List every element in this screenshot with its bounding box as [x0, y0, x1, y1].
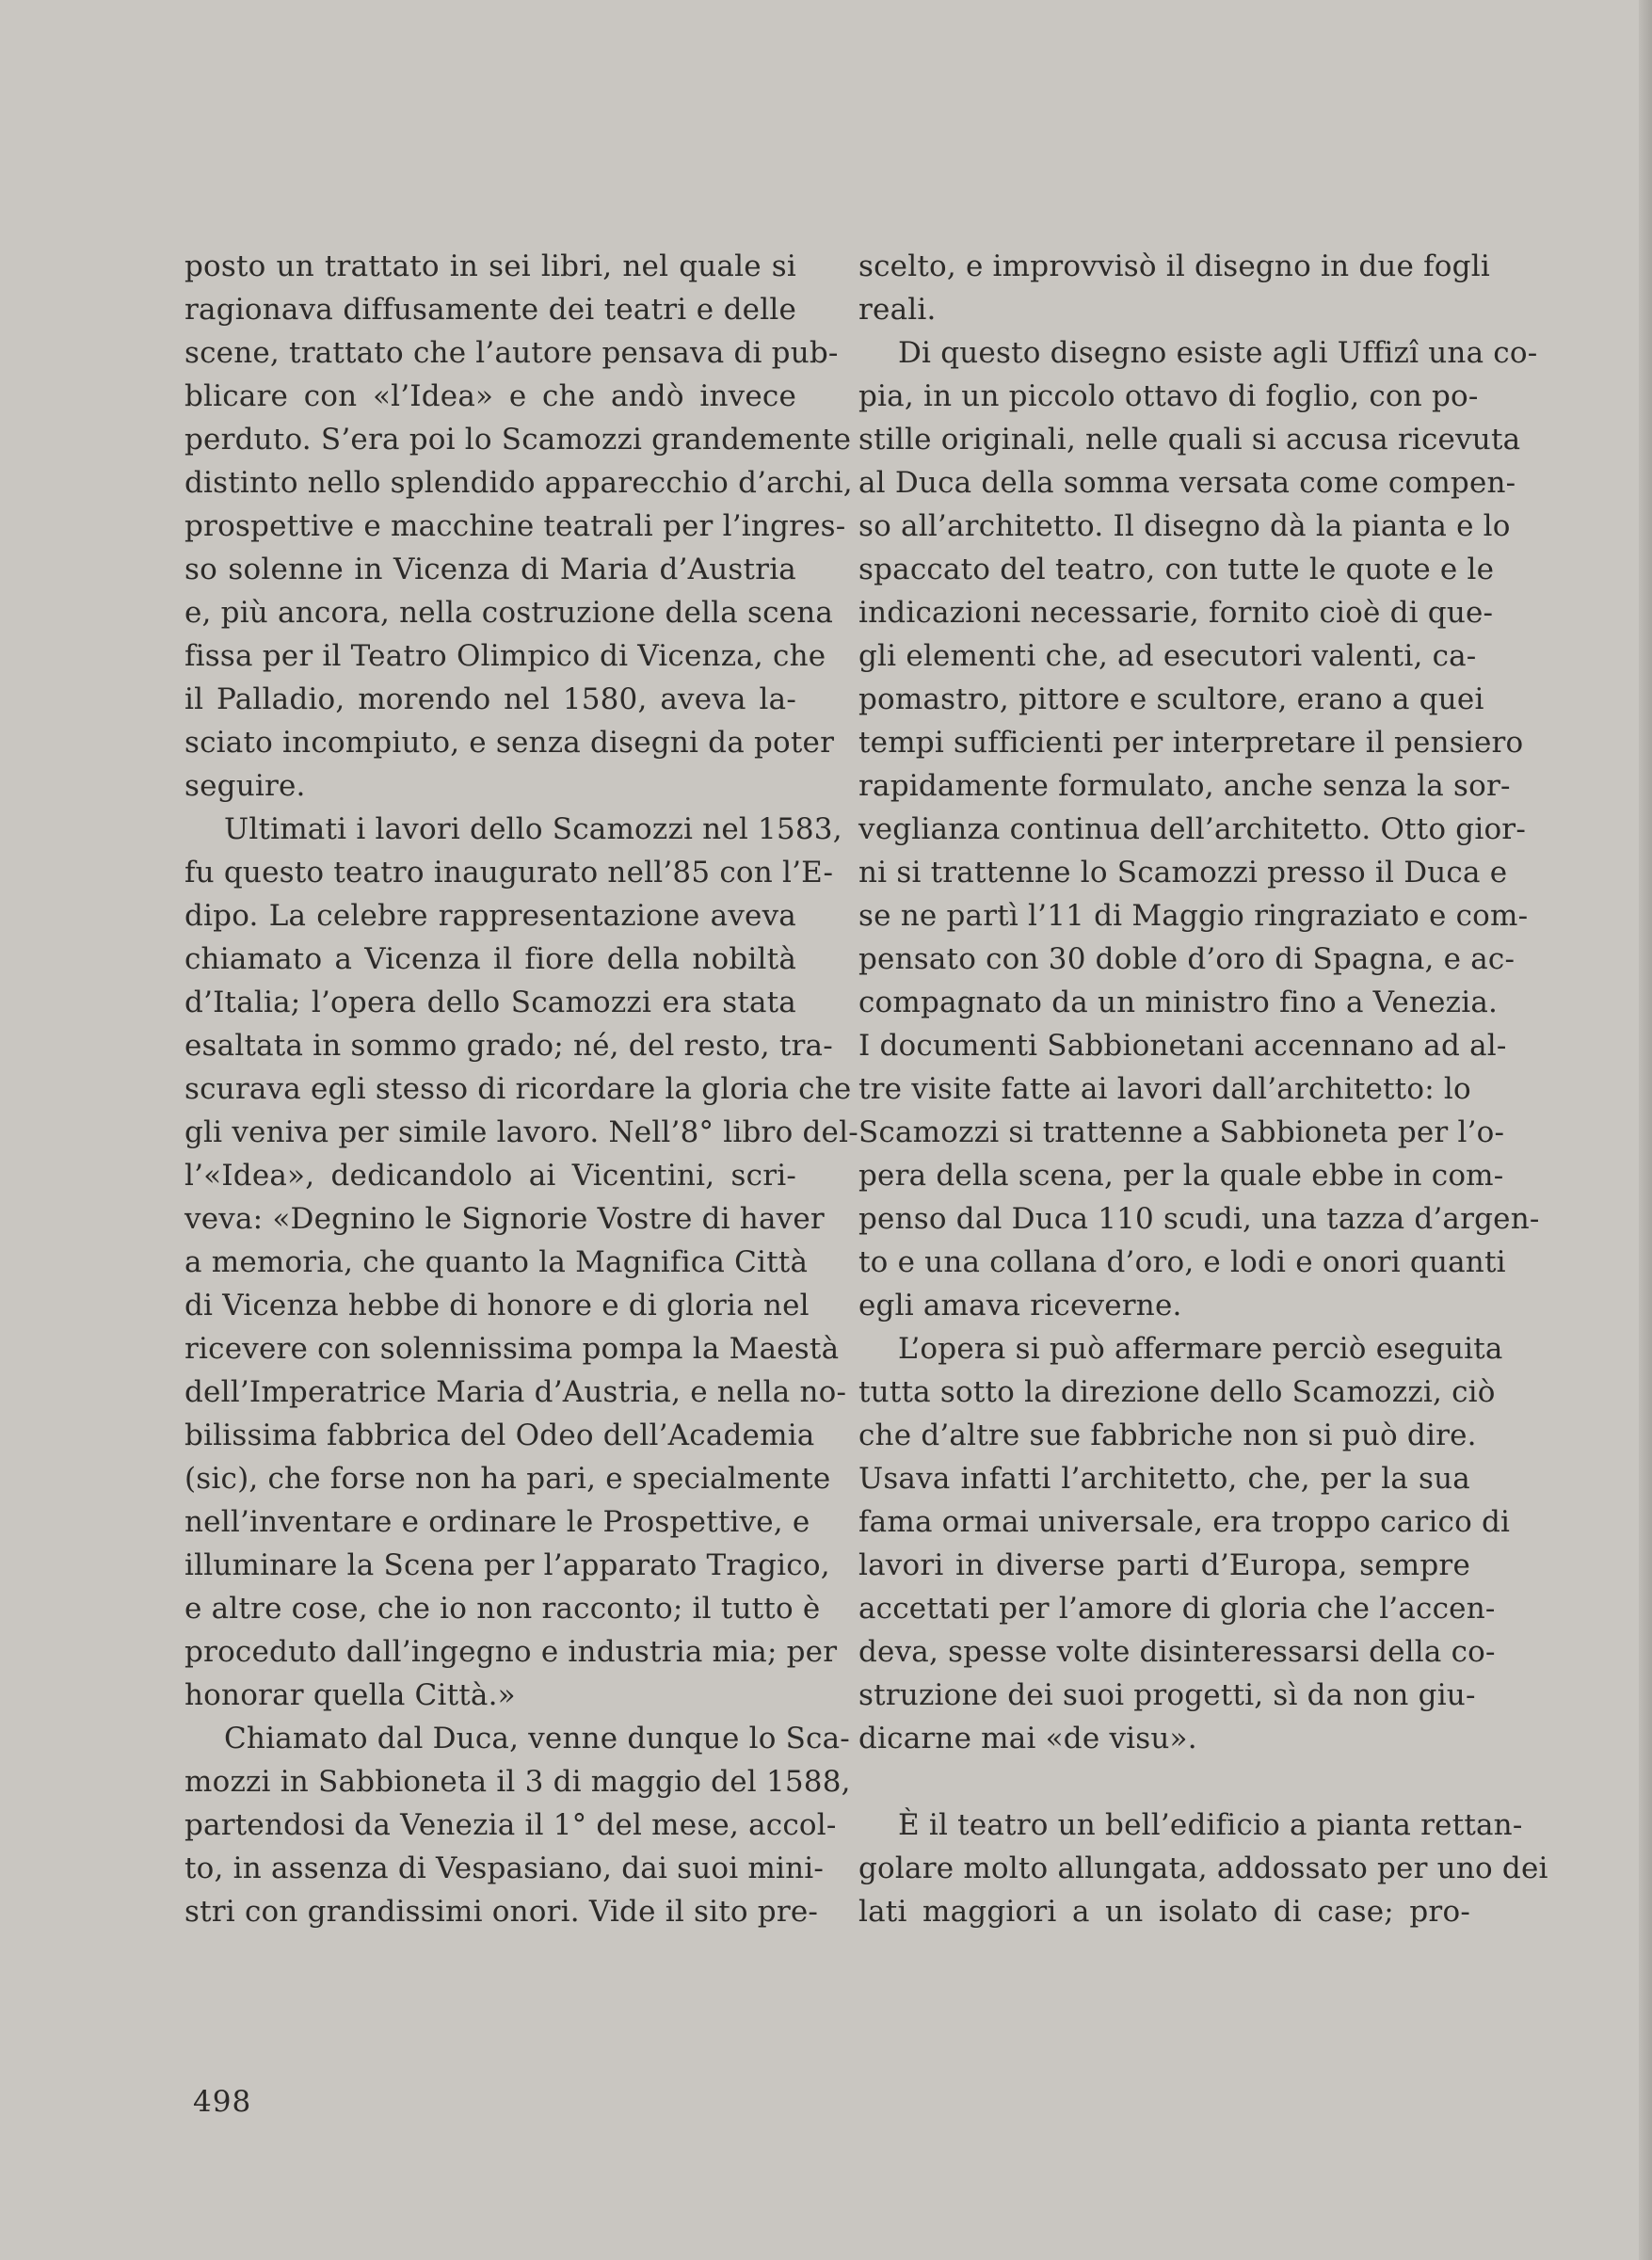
page-number: 498	[193, 2085, 252, 2119]
left-text-column	[184, 245, 858, 1933]
text-line: ricevere con solennissima pompa la Maestà	[184, 1332, 840, 1366]
page-edge-shadow	[1639, 0, 1652, 2260]
text-line: so all’architetto. Il disegno dà la pianta e lo	[858, 509, 1511, 543]
text-line: a memoria, che quanto la Magnifica Città	[184, 1245, 809, 1279]
text-line: penso dal Duca 110 scudi, una tazza d’argen-	[858, 1202, 1540, 1236]
text-line: e altre cose, che io non racconto; il tutto è	[184, 1592, 821, 1626]
text-line: che d’altre sue fabbriche non si può dire.	[858, 1419, 1477, 1452]
text-line: gli elementi che, ad esecutori valenti, ca-	[858, 639, 1477, 673]
text-line: l’«Idea», dedicandolo ai Vicentini, scri-	[184, 1159, 796, 1193]
text-line: fissa per il Teatro Olimpico di Vicenza, che	[184, 639, 826, 673]
text-line: proceduto dall’ingegno e industria mia; per	[184, 1635, 838, 1669]
text-line: di Vicenza hebbe di honore e di gloria nel	[184, 1289, 810, 1322]
text-line: pia, in un piccolo ottavo di foglio, con po-	[858, 379, 1479, 413]
text-line: to, in assenza di Vespasiano, dai suoi mini-	[184, 1851, 825, 1885]
text-line: dell’Imperatrice Maria d’Austria, e nella no-	[184, 1375, 847, 1409]
text-line: Scamozzi si trattenne a Sabbioneta per l’o-	[858, 1115, 1505, 1149]
text-line: honorar quella Città.»	[184, 1678, 516, 1712]
text-line: ni si trattenne lo Scamozzi presso il Duca e	[858, 856, 1508, 890]
text-line: prospettive e macchine teatrali per l’ingres-	[184, 509, 846, 543]
text-line: so solenne in Vicenza di Maria d’Austria	[184, 553, 796, 586]
text-line: stille originali, nelle quali si accusa ricevuta	[858, 423, 1521, 457]
right-text-column	[858, 245, 1548, 1933]
text-line: deva, spesse volte disinteressarsi della co-	[858, 1635, 1496, 1669]
text-line: to e una collana d’oro, e lodi e onori quanti	[858, 1245, 1506, 1279]
text-line: gli veniva per simile lavoro. Nell’8° libro del-	[184, 1115, 858, 1149]
text-line: Ultimati i lavori dello Scamozzi nel 1583,	[224, 812, 842, 846]
text-line: fu questo teatro inaugurato nell’85 con l’E-	[184, 856, 834, 890]
text-line: veglianza continua dell’architetto. Otto gior-	[858, 812, 1527, 846]
text-line: ragionava diffusamente dei teatri e delle	[184, 293, 796, 327]
text-line: al Duca della somma versata come compen-	[858, 466, 1516, 500]
text-line: pomastro, pittore e scultore, erano a quei	[858, 682, 1484, 716]
text-line: posto un trattato in sei libri, nel quale si	[184, 249, 796, 283]
text-line: distinto nello splendido apparecchio d’archi,	[184, 466, 853, 500]
text-line: nell’inventare e ordinare le Prospettive, e	[184, 1505, 810, 1539]
text-line: dipo. La celebre rappresentazione aveva	[184, 899, 796, 933]
text-line: spaccato del teatro, con tutte le quote e le	[858, 553, 1495, 586]
text-line: L’opera si può affermare perciò eseguita	[898, 1332, 1503, 1366]
text-line: rapidamente formulato, anche senza la sor-	[858, 769, 1511, 803]
text-line: scene, trattato che l’autore pensava di pub-	[184, 336, 839, 370]
text-line: accettati per l’amore di gloria che l’accen-	[858, 1592, 1496, 1626]
text-line: seguire.	[184, 769, 306, 803]
text-line: il Palladio, morendo nel 1580, aveva la-	[184, 682, 796, 716]
text-line: golare molto allungata, addossato per uno dei	[858, 1851, 1548, 1885]
text-line: mozzi in Sabbioneta il 3 di maggio del 1588,	[184, 1765, 851, 1799]
text-line: blicare con «l’Idea» e che andò invece	[184, 379, 796, 413]
text-line: (sic), che forse non ha pari, e specialmente	[184, 1462, 831, 1496]
text-line: reali.	[858, 293, 937, 327]
text-line: scelto, e improvvisò il disegno in due fogli	[858, 249, 1490, 283]
text-line: pensato con 30 doble d’oro di Spagna, e ac-	[858, 942, 1516, 976]
text-line: Di questo disegno esiste agli Uffizî una co-	[898, 336, 1538, 370]
text-line: chiamato a Vicenza il fiore della nobiltà	[184, 942, 796, 976]
text-line: egli amava riceverne.	[858, 1289, 1182, 1322]
text-line: dicarne mai «de visu».	[858, 1722, 1197, 1755]
text-line: tutta sotto la direzione dello Scamozzi, ciò	[858, 1375, 1496, 1409]
text-line: tempi sufficienti per interpretare il pensiero	[858, 726, 1524, 760]
text-line: indicazioni necessarie, fornito cioè di que-	[858, 596, 1494, 630]
text-line: Chiamato dal Duca, venne dunque lo Sca-	[224, 1722, 850, 1755]
text-line: lavori in diverse parti d’Europa, sempre	[858, 1548, 1470, 1582]
text-line: esaltata in sommo grado; né, del resto, tra-	[184, 1029, 833, 1063]
text-line: scurava egli stesso di ricordare la gloria che	[184, 1072, 852, 1106]
text-line: Usava infatti l’architetto, che, per la sua	[858, 1462, 1470, 1496]
text-line: compagnato da un ministro fino a Venezia.	[858, 986, 1499, 1019]
text-line: se ne partì l’11 di Maggio ringraziato e com-	[858, 899, 1529, 933]
section-break	[858, 1760, 1470, 1803]
text-line: È il teatro un bell’edificio a pianta rettan-	[898, 1808, 1523, 1842]
text-line: veva: «Degnino le Signorie Vostre di haver	[184, 1202, 825, 1236]
text-line: tre visite fatte ai lavori dall’architetto: lo	[858, 1072, 1471, 1106]
text-line: sciato incompiuto, e senza disegni da poter	[184, 726, 835, 760]
text-line: struzione dei suoi progetti, sì da non giu-	[858, 1678, 1476, 1712]
text-line: stri con grandissimi onori. Vide il sito pre-	[184, 1895, 819, 1929]
text-line: fama ormai universale, era troppo carico di	[858, 1505, 1511, 1539]
text-line: d’Italia; l’opera dello Scamozzi era stata	[184, 986, 796, 1019]
text-line: e, più ancora, nella costruzione della scena	[184, 596, 834, 630]
text-line: I documenti Sabbionetani accennano ad al-	[858, 1029, 1507, 1063]
text-line: pera della scena, per la quale ebbe in com-	[858, 1159, 1504, 1193]
text-line: partendosi da Venezia il 1° del mese, accol-	[184, 1808, 837, 1842]
text-line: lati maggiori a un isolato di case; pro-	[858, 1895, 1470, 1929]
text-line: bilissima fabbrica del Odeo dell’Academia	[184, 1419, 815, 1452]
text-line: perduto. S’era poi lo Scamozzi grandemente	[184, 423, 852, 457]
text-line: illuminare la Scena per l’apparato Tragico,	[184, 1548, 830, 1582]
